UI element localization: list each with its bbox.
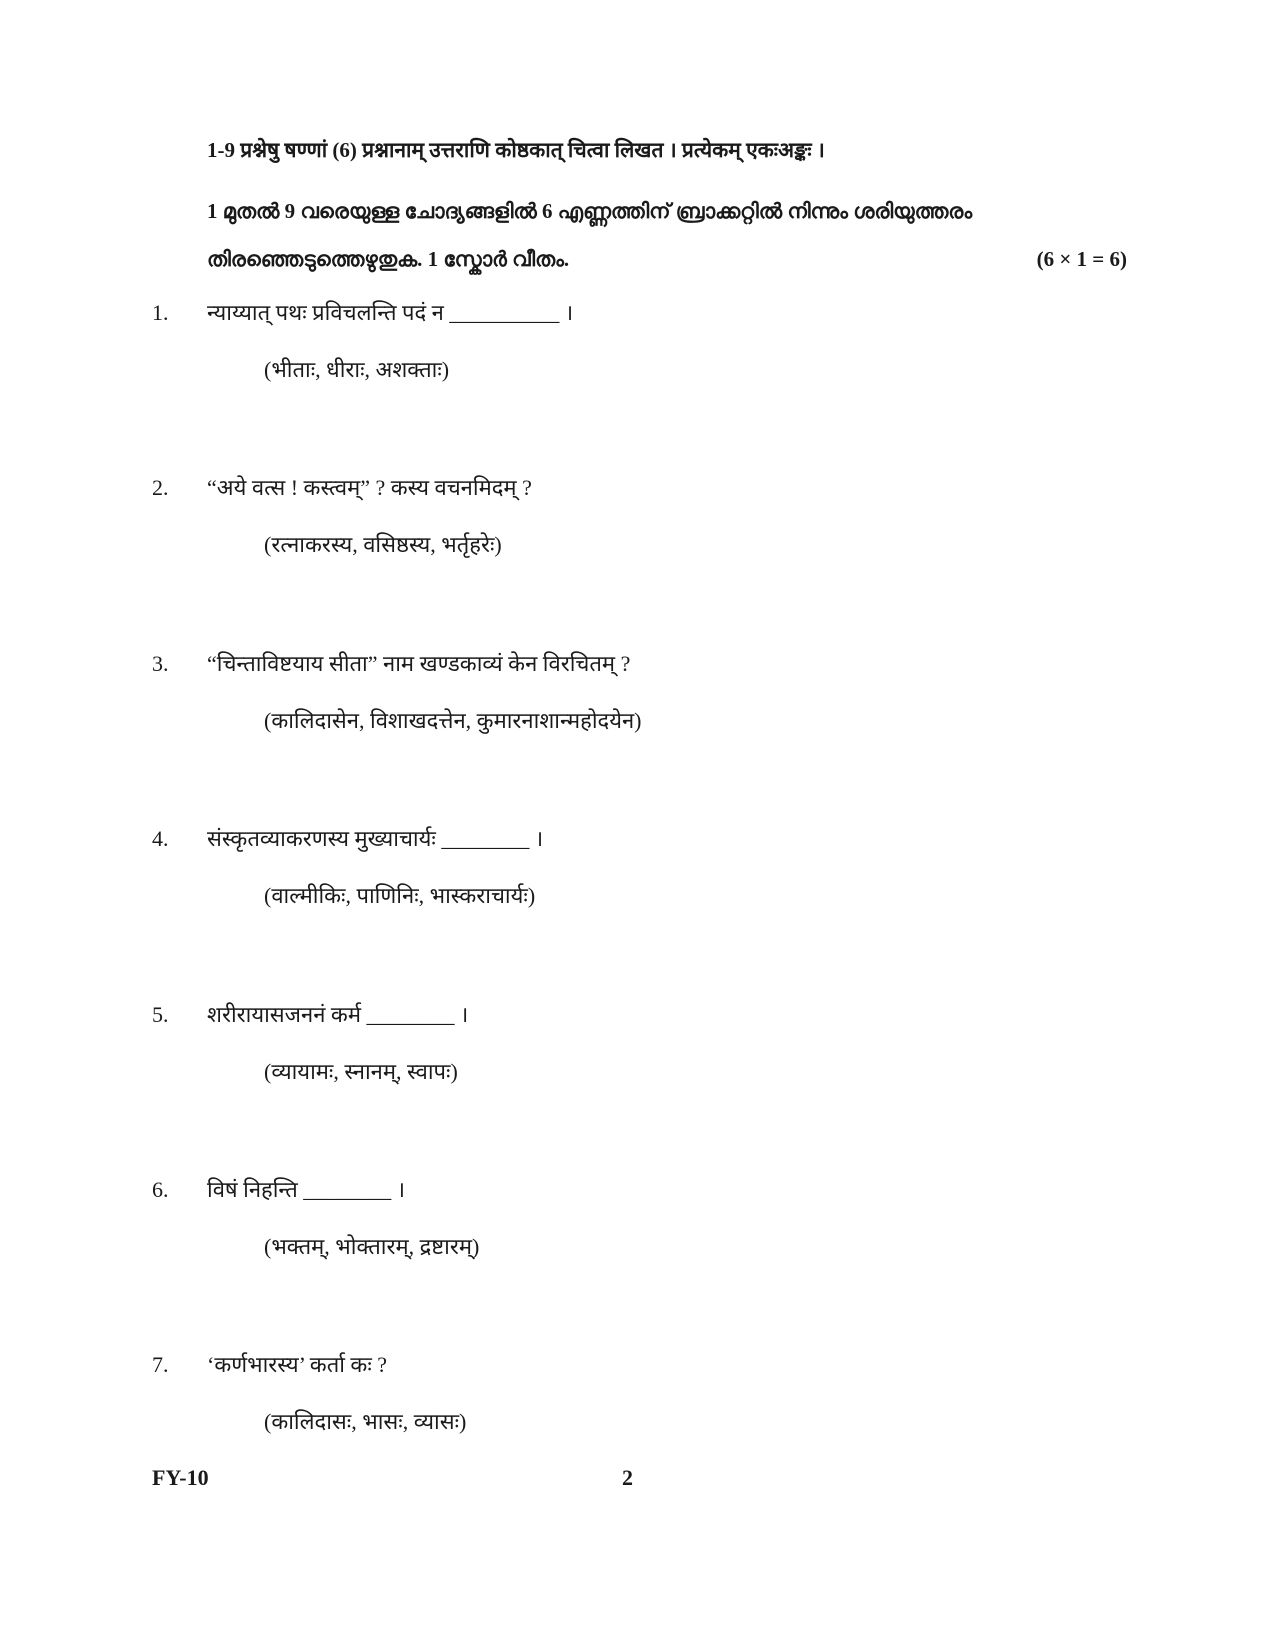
question-number: 1. <box>152 300 169 325</box>
question-text: “अये वत्स ! कस्त्वम्” ? कस्य वचनमिदम् ? <box>207 475 532 500</box>
question-number: 7. <box>152 1352 169 1377</box>
question-number: 4. <box>152 826 169 851</box>
question-text: विषं निहन्ति ________ । <box>207 1177 406 1202</box>
question-options: (रत्नाकरस्य, वसिष्ठस्य, भर्तृहरेः) <box>264 532 502 557</box>
question-options: (व्यायामः, स्नानम्, स्वापः) <box>264 1059 458 1084</box>
marks-allocation: (6 × 1 = 6) <box>1036 247 1127 271</box>
question-text: ‘कर्णभारस्य’ कर्ता कः ? <box>207 1352 388 1377</box>
question-number: 6. <box>152 1177 169 1202</box>
instruction-malayalam-line2 <box>207 245 1127 273</box>
question-options: (कालिदासः, भासः, व्यासः) <box>264 1409 467 1434</box>
question-text: न्याय्यात् पथः प्रविचलन्ति पदं न __________ । <box>207 300 574 325</box>
question-options: (भीताः, धीराः, अशक्ताः) <box>264 357 450 382</box>
question-number: 2. <box>152 475 169 500</box>
exam-code: FY-10 <box>152 1465 209 1490</box>
question-text: “चिन्ताविष्टयाय सीता” नाम खण्डकाव्यं केन विरचितम् ? <box>207 651 631 676</box>
question-text: संस्कृतव्याकरणस्य मुख्याचार्यः ________ । <box>207 826 544 851</box>
question-options: (भक्तम्, भोक्तारम्, द्रष्टारम्) <box>264 1234 480 1259</box>
instruction-sanskrit: 1-9 प्रश्नेषु षण्णां (6) प्रश्नानाम् उत्तराणि कोष्ठकात् चित्वा लिखत । प्रत्येकम् एकःअङ्कः । <box>207 138 825 162</box>
instruction-malayalam-line2-text: തിരഞ്ഞെടുത്തെഴുതുക. 1 സ്കോർ വീതം. <box>207 247 570 271</box>
question-number: 3. <box>152 651 169 676</box>
question-options: (कालिदासेन, विशाखदत्तेन, कुमारनाशान्महोदयेन) <box>264 708 642 733</box>
page-number: 2 <box>622 1465 633 1490</box>
question-text: शरीरायासजननं कर्म ________ । <box>207 1002 469 1027</box>
question-options: (वाल्मीकिः, पाणिनिः, भास्कराचार्यः) <box>264 883 536 908</box>
question-number: 5. <box>152 1002 169 1027</box>
instruction-malayalam-line1: 1 മുതൽ 9 വരെയുള്ള ചോദ്യങ്ങളിൽ 6 എണ്ണത്തിന് ബ്രാക്കറ്റിൽ നിന്നും ശരിയുത്തരം <box>207 199 973 223</box>
